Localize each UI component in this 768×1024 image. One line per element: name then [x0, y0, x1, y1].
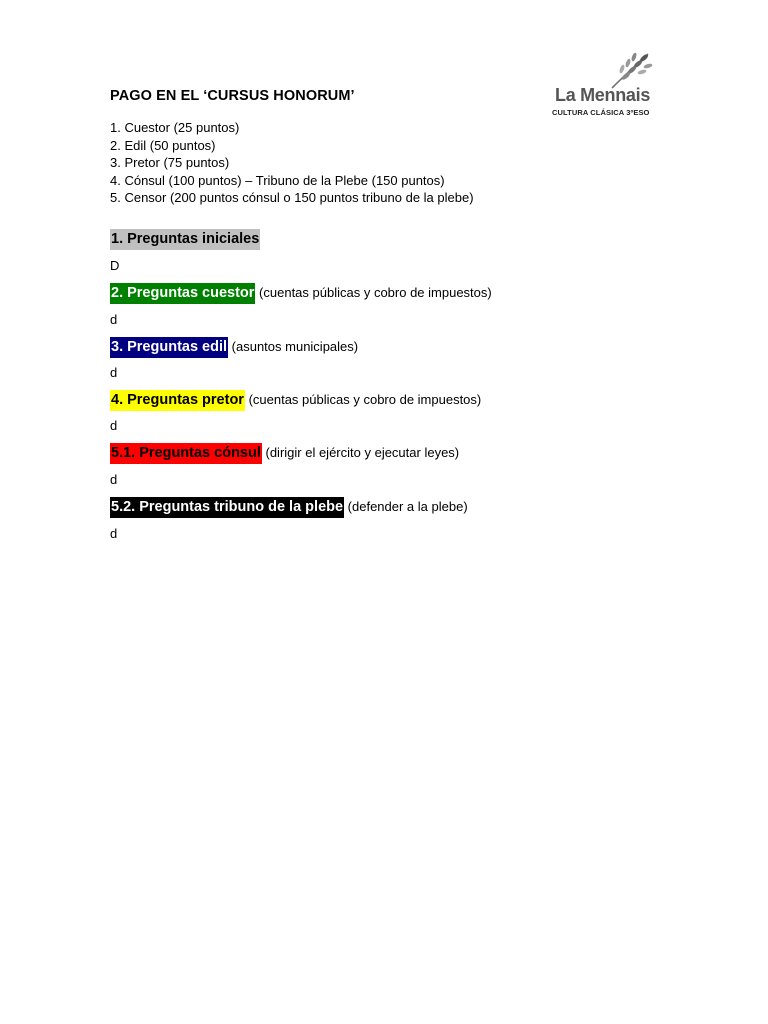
school-logo — [552, 52, 662, 118]
section-answer: d — [110, 312, 118, 327]
rank-list — [110, 119, 474, 207]
rank-item: 3. Pretor (75 puntos) — [110, 155, 230, 171]
section-initial — [110, 229, 260, 250]
rank-item: 5. Censor (200 puntos cónsul o 150 puntos tribuno de la plebe) — [110, 190, 474, 206]
section-edil — [110, 337, 358, 358]
section-answer: d — [110, 472, 118, 487]
section-note: (dirigir el ejército y ejecutar leyes) — [261, 445, 460, 460]
section-tribuno — [110, 497, 468, 518]
rank-item: 1. Cuestor (25 puntos) — [110, 120, 240, 135]
section-answer: d — [110, 365, 118, 380]
section-heading: 5.2. Preguntas tribuno de la plebe — [110, 497, 344, 518]
section-answer: d — [110, 526, 118, 541]
section-cuestor — [110, 283, 492, 304]
section-note: (cuentas públicas y cobro de impuestos) — [244, 392, 482, 407]
logo-subtitle: CULTURA CLÁSICA 3ºESO — [552, 108, 650, 117]
section-heading: 1. Preguntas iniciales — [110, 229, 260, 250]
document-title: PAGO EN EL ‘CURSUS HONORUM’ — [110, 88, 355, 104]
section-heading: 3. Preguntas edil — [110, 337, 228, 358]
section-heading: 5.1. Preguntas cónsul — [110, 443, 262, 464]
rank-item: 4. Cónsul (100 puntos) – Tribuno de la Plebe (150 puntos) — [110, 172, 445, 188]
section-consul — [110, 443, 459, 464]
section-heading: 4. Preguntas pretor — [110, 390, 245, 411]
section-heading: 2. Preguntas cuestor — [110, 283, 255, 304]
section-pretor — [110, 390, 481, 411]
section-note: (defender a la plebe) — [344, 499, 468, 514]
section-answer: D — [110, 258, 120, 273]
section-answer: d — [110, 418, 118, 433]
logo-name: La Mennais — [555, 85, 651, 105]
section-note: (asuntos municipales) — [228, 339, 359, 354]
section-note: (cuentas públicas y cobro de impuestos) — [255, 285, 492, 300]
rank-item: 2. Edil (50 puntos) — [110, 137, 216, 153]
